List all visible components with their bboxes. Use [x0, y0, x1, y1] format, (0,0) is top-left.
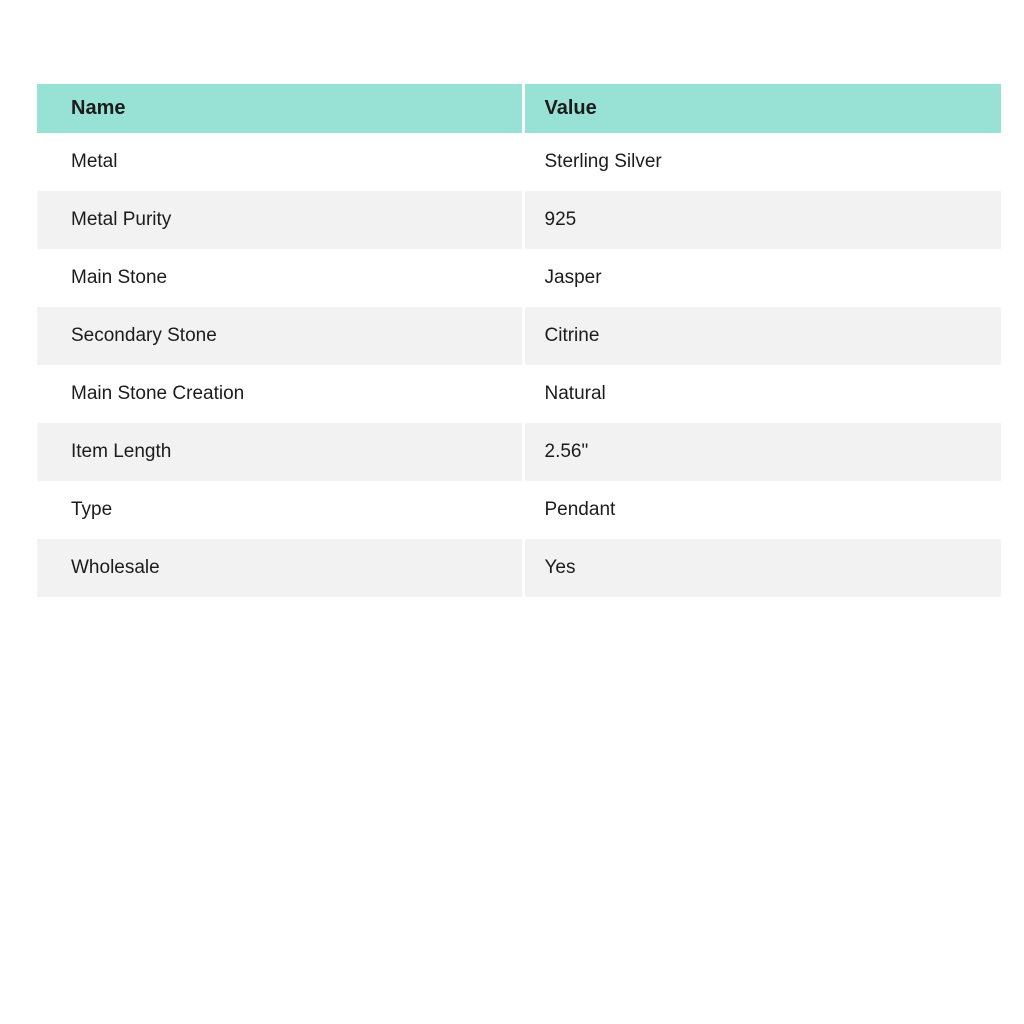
attribute-name-cell: Metal Purity [37, 191, 523, 249]
column-header-name: Name [37, 84, 523, 133]
table-row [37, 481, 1001, 539]
column-header-value: Value [523, 84, 1001, 133]
attribute-name-cell: Secondary Stone [37, 307, 523, 365]
table-row [37, 423, 1001, 481]
table-body [37, 133, 1001, 597]
attribute-name-cell: Main Stone Creation [37, 365, 523, 423]
attribute-value-cell: 925 [523, 191, 1001, 249]
attribute-value-cell: Natural [523, 365, 1001, 423]
table-row [37, 365, 1001, 423]
table-header [37, 84, 1001, 133]
attribute-value-cell: Jasper [523, 249, 1001, 307]
table-row [37, 191, 1001, 249]
table-row [37, 539, 1001, 597]
table-row [37, 133, 1001, 191]
attribute-name-cell: Metal [37, 133, 523, 191]
header-row [37, 84, 1001, 133]
attribute-value-cell: Citrine [523, 307, 1001, 365]
attribute-value-cell: 2.56" [523, 423, 1001, 481]
attribute-value-cell: Yes [523, 539, 1001, 597]
product-spec-table [37, 84, 1001, 597]
table-row [37, 249, 1001, 307]
attribute-value-cell: Sterling Silver [523, 133, 1001, 191]
attribute-name-cell: Item Length [37, 423, 523, 481]
attribute-name-cell: Wholesale [37, 539, 523, 597]
attribute-value-cell: Pendant [523, 481, 1001, 539]
table-row [37, 307, 1001, 365]
attribute-name-cell: Type [37, 481, 523, 539]
attribute-name-cell: Main Stone [37, 249, 523, 307]
